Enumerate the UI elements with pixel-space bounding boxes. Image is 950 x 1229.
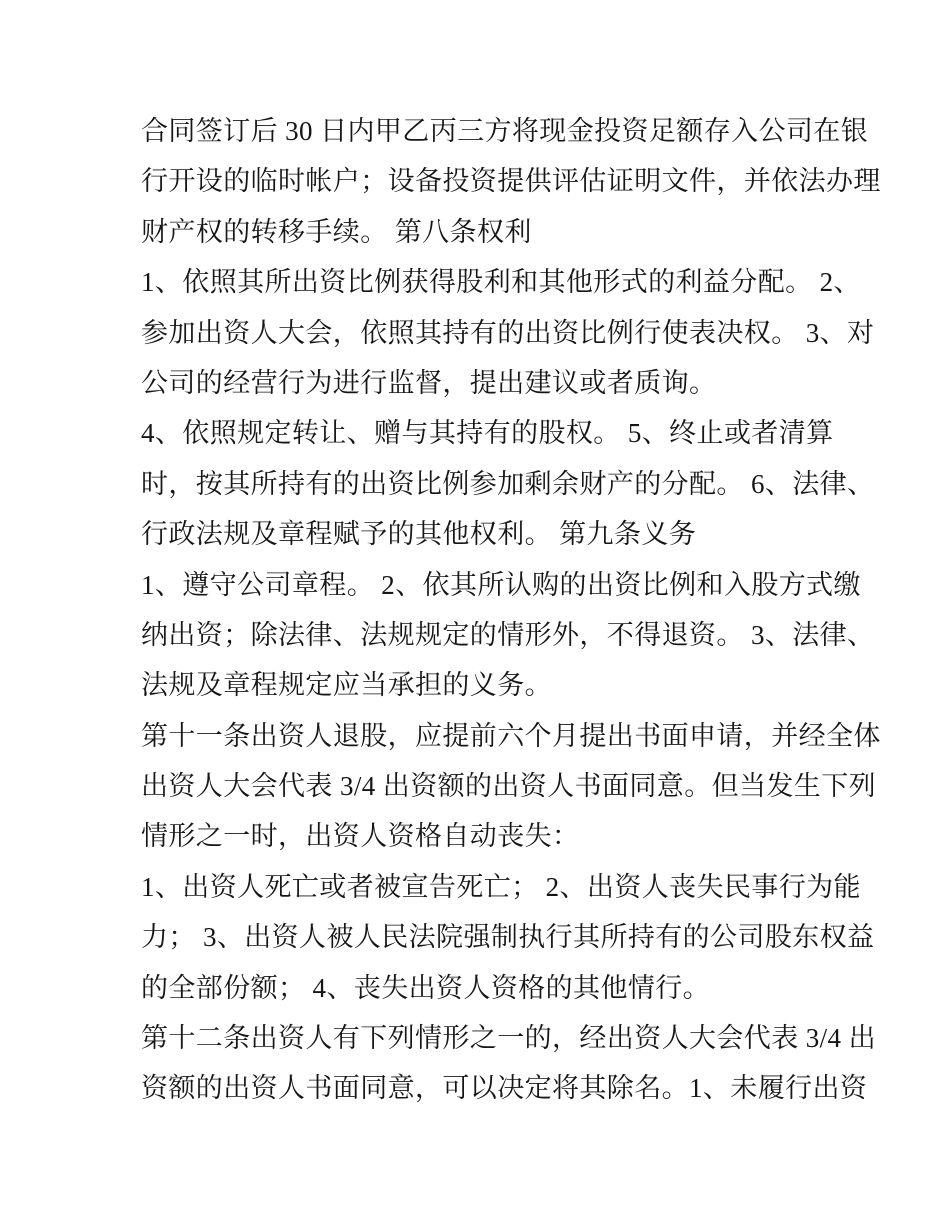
document-text-line: 出资人大会代表 3/4 出资额的出资人书面同意。但当发生下列 <box>141 771 877 802</box>
document-text-line: 行政法规及章程赋予的其他权利。 第九条义务 <box>141 519 697 550</box>
document-text-line: 1、依照其所出资比例获得股利和其他形式的利益分配。 2、 <box>141 267 861 298</box>
document-text-line: 的全部份额； 4、丧失出资人资格的其他情行。 <box>141 972 711 1003</box>
document-text-line: 第十二条出资人有下列情形之一的，经出资人大会代表 3/4 出 <box>141 1023 877 1054</box>
document-text-line: 1、遵守公司章程。 2、依其所认购的出资比例和入股方式缴 <box>141 569 861 600</box>
document-text-line: 公司的经营行为进行监督，提出建议或者质询。 <box>141 367 717 398</box>
document-text-line: 情形之一时，出资人资格自动丧失： <box>141 821 580 852</box>
document-text-line: 1、出资人死亡或者被宣告死亡； 2、出资人丧失民事行为能 <box>141 871 861 902</box>
document-text-line: 法规及章程规定应当承担的义务。 <box>141 670 552 701</box>
document-text-line: 参加出资人大会，依照其持有的出资比例行使表决权。 3、对 <box>141 317 875 348</box>
document-text-block <box>141 106 881 1114</box>
document-text-line: 4、依照规定转让、赠与其持有的股权。 5、终止或者清算 <box>141 418 834 449</box>
document-text-line: 第十一条出资人退股，应提前六个月提出书面申请，并经全体 <box>141 720 881 751</box>
document-text-line: 力； 3、出资人被人民法院强制执行其所持有的公司股东权益 <box>141 922 875 953</box>
document-text-line: 资额的出资人书面同意，可以决定将其除名。1、未履行出资 <box>141 1073 868 1104</box>
document-text-line: 合同签订后 30 日内甲乙丙三方将现金投资足额存入公司在银 <box>141 116 869 146</box>
document-text-line: 纳出资；除法律、法规规定的情形外，不得退资。 3、法律、 <box>141 619 875 650</box>
document-text-line: 财产权的转移手续。 第八条权利 <box>141 216 532 247</box>
document-text-line: 行开设的临时帐户；设备投资提供评估证明文件，并依法办理 <box>141 166 881 197</box>
document-text-line: 时，按其所持有的出资比例参加剩余财产的分配。 6、法律、 <box>141 468 875 499</box>
